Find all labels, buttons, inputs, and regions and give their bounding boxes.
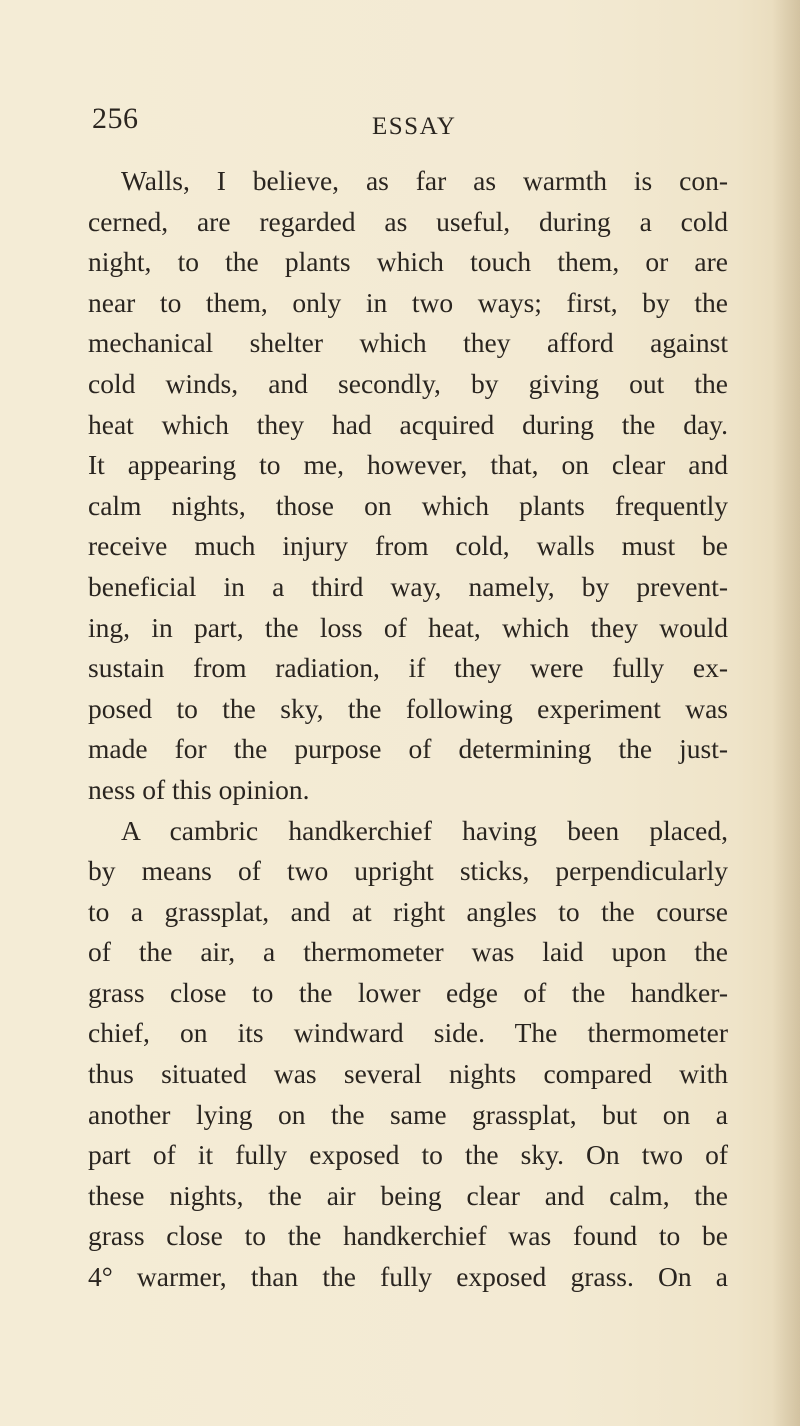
text-line: ing, in part, the loss of heat, which they would	[88, 611, 728, 643]
text-line: receive much injury from cold, walls must be	[88, 530, 728, 562]
page-edge-shadow	[772, 0, 800, 1426]
text-line: posed to the sky, the following experiment was	[88, 692, 728, 724]
page-number: 256	[92, 102, 139, 135]
text-line: cold winds, and secondly, by giving out the	[88, 367, 728, 399]
text-line: of the air, a thermometer was laid upon the	[88, 936, 728, 968]
text-line: Walls, I believe, as far as warmth is con-	[121, 165, 728, 196]
text-line: ness of this opinion.	[88, 773, 310, 805]
text-line: by means of two upright sticks, perpendicularly	[88, 855, 728, 887]
text-line: beneficial in a third way, namely, by prevent-	[88, 570, 728, 602]
text-line: night, to the plants which touch them, or are	[88, 246, 728, 278]
text-line: 4° warmer, than the fully exposed grass. On a	[88, 1261, 728, 1293]
text-line: heat which they had acquired during the day.	[88, 408, 728, 440]
text-line: near to them, only in two ways; first, by the	[88, 286, 728, 318]
text-line: another lying on the same grassplat, but on a	[88, 1098, 728, 1130]
text-line: to a grassplat, and at right angles to the course	[88, 895, 728, 927]
text-line: grass close to the lower edge of the handker-	[88, 976, 728, 1008]
text-line: It appearing to me, however, that, on clear and	[88, 449, 728, 481]
text-line: grass close to the handkerchief was found to be	[88, 1220, 728, 1252]
running-head: ESSAY	[372, 113, 457, 140]
text-line: made for the purpose of determining the just-	[88, 733, 728, 765]
text-line: part of it fully exposed to the sky. On two of	[88, 1139, 728, 1171]
text-line: sustain from radiation, if they were fully ex-	[88, 652, 728, 684]
text-line: chief, on its windward side. The thermometer	[88, 1017, 728, 1049]
body-text	[88, 161, 728, 1298]
text-line: calm nights, those on which plants frequently	[88, 489, 728, 521]
text-line: thus situated was several nights compared with	[88, 1058, 728, 1090]
text-line: A cambric handkerchief having been placed,	[121, 814, 728, 846]
text-line: mechanical shelter which they afford against	[88, 327, 728, 359]
text-line: cerned, are regarded as useful, during a cold	[88, 205, 728, 237]
text-line: these nights, the air being clear and calm, the	[88, 1179, 728, 1211]
